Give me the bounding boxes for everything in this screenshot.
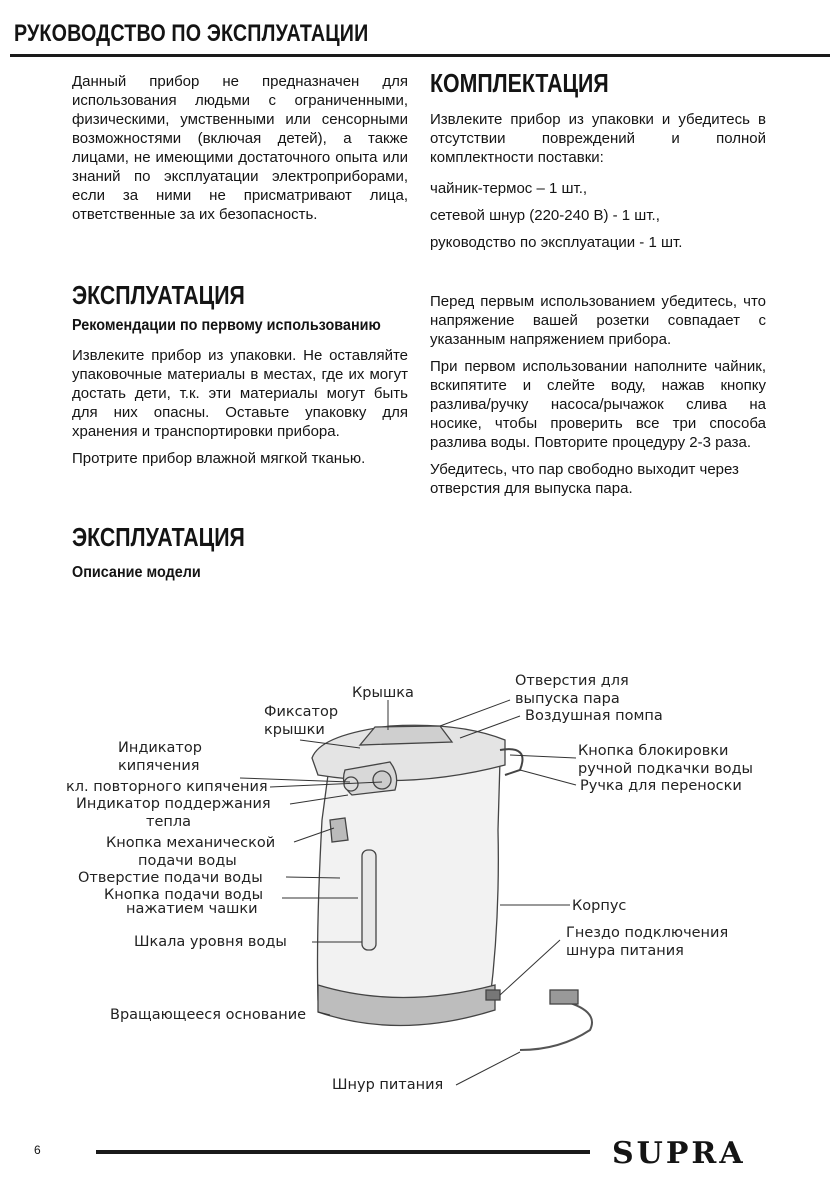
wipe-paragraph: Протрите прибор влажной мягкой тканью.	[72, 450, 366, 467]
kit-block	[430, 110, 766, 167]
label-cup-button-1: Кнопка подачи воды	[104, 887, 264, 903]
label-steam-vents-1: Отверстия для	[515, 673, 629, 689]
label-boil-indicator-1: Индикатор	[118, 740, 202, 756]
label-reboil-button: кл. повторного кипячения	[66, 779, 268, 795]
label-warm-indicator-2: тепла	[146, 814, 192, 830]
label-body: Корпус	[572, 898, 627, 914]
label-rotating-base: Вращающееся основание	[110, 1007, 307, 1023]
kit-title: КОМПЛЕКТАЦИЯ	[430, 68, 609, 98]
kit-paragraph: Извлеките прибор из упаковки и убедитесь в отсутствии повреждений и полной комплектности поставки:	[430, 111, 766, 166]
label-boil-indicator-2: кипячения	[118, 758, 200, 774]
unpack-block	[72, 346, 408, 468]
label-lock-button-1: Кнопка блокировки	[578, 743, 729, 759]
first-use-block	[430, 292, 766, 498]
thermopot-illustration	[312, 725, 592, 1050]
kit-item-1: чайник-термос – 1 шт.,	[430, 180, 588, 197]
footer-rule	[96, 1150, 590, 1154]
label-cup-button-2: нажатием чашки	[126, 901, 258, 917]
unpack-paragraph: Извлеките прибор из упаковки. Не оставляйте упаковочные материалы в местах, где их могут достать дети, т.к. эти материалы могут быть для них опасны. Оставьте упаковку для хранения и транспортировки прибора.	[72, 347, 408, 440]
header-rule	[10, 54, 830, 57]
label-mech-button-2: подачи воды	[138, 853, 237, 869]
thermopot-diagram	[0, 620, 840, 1110]
label-carry-handle: Ручка для переноски	[580, 778, 742, 794]
kit-item-2: сетевой шнур (220-240 В) - 1 шт.,	[430, 207, 660, 224]
label-lid-lock-1: Фиксатор	[264, 704, 339, 720]
operation-title-2: ЭКСПЛУАТАЦИЯ	[72, 522, 245, 552]
label-water-scale: Шкала уровня воды	[134, 934, 287, 950]
operation-title-1: ЭКСПЛУАТАЦИЯ	[72, 280, 245, 310]
label-lid-lock-2: крышки	[264, 722, 325, 738]
steam-paragraph: Убедитесь, что пар свободно выходит через отверстия для выпуска пара.	[430, 461, 739, 497]
label-power-socket-1: Гнездо подключения	[566, 925, 729, 941]
voltage-paragraph: Перед первым использованием убедитесь, что напряжение вашей розетки совпадает с указанным напряжением прибора.	[430, 293, 766, 348]
brand-logo: SUPRA	[612, 1136, 746, 1171]
label-warm-indicator-1: Индикатор поддержания	[76, 796, 271, 812]
label-lid: Крышка	[352, 685, 414, 701]
first-boil-paragraph: При первом использовании наполните чайник, вскипятите и слейте воду, нажав кнопку разлива/ручку насоса/рычажок слива на носике, чтобы проверить все три способа разлива воды. Повторите процедуру 2-3 раза.	[430, 358, 766, 451]
operation-subtitle-2: Описание модели	[72, 564, 201, 581]
label-power-cord: Шнур питания	[332, 1077, 444, 1093]
label-air-pump: Воздушная помпа	[525, 708, 663, 724]
label-mech-button-1: Кнопка механической	[106, 835, 276, 851]
label-power-socket-2: шнура питания	[566, 943, 684, 959]
kit-item-3: руководство по эксплуатации - 1 шт.	[430, 234, 683, 251]
intro-paragraph: Данный прибор не предназначен для использования людьми с ограниченными, физическими, умственными или сенсорными возможностями (включая детей), а также лицами, не имеющими достаточного опыта или знаний по эксплуатации электроприборами, если за ними не присматривают лица, ответственные за их безопасность.	[72, 73, 408, 223]
page-number: 6	[34, 1143, 41, 1157]
label-lock-button-2: ручной подкачки воды	[578, 761, 754, 777]
label-steam-vents-2: выпуска пара	[515, 691, 620, 707]
intro-block	[72, 72, 408, 224]
page-header-title: РУКОВОДСТВО ПО ЭКСПЛУАТАЦИИ	[14, 20, 369, 47]
label-water-outlet: Отверстие подачи воды	[78, 870, 263, 886]
operation-subtitle-1: Рекомендации по первому использованию	[72, 317, 381, 334]
